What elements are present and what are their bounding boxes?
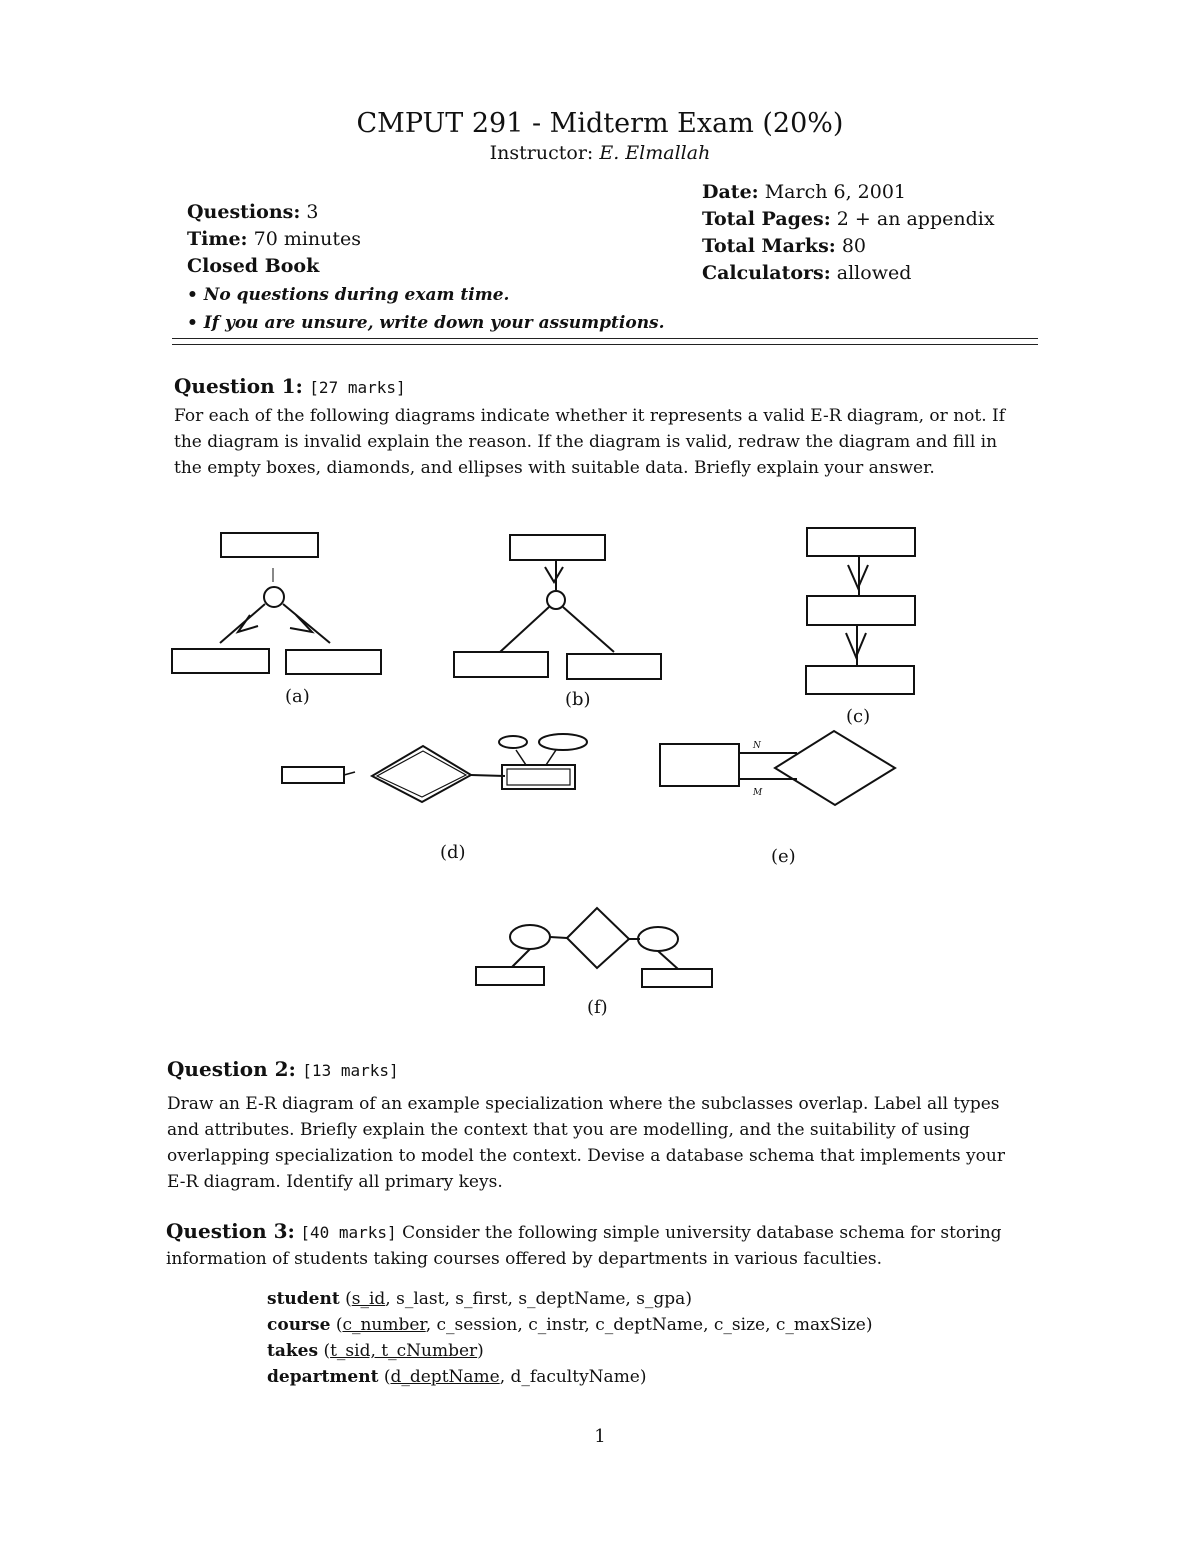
diagram-d — [282, 734, 587, 802]
schema-list — [267, 1286, 873, 1390]
q3-marks: [40 marks] — [300, 1223, 397, 1242]
caption-a: (a) — [285, 686, 310, 707]
caption-c: (c) — [846, 706, 871, 727]
schema-course-rest: , c_session, c_instr, c_deptName, c_size, c_maxSize) — [425, 1315, 873, 1335]
q2-marks: [13 marks] — [302, 1061, 399, 1080]
diagram-e — [660, 731, 895, 805]
date-label: Date: — [702, 181, 759, 203]
schema-department-name: department — [267, 1367, 379, 1387]
q2-text: Draw an E-R diagram of an example specialization where the subclasses overlap. Label all types and attributes. Briefly explain the context that you are modelling, and the suitability of using overlapping specialization to model the context. Devise a database schema that implements your E-R diagram. Identify all primary keys. — [167, 1094, 1005, 1192]
instructor-label: Instructor: — [489, 142, 594, 164]
q3-text: Consider the following simple university database schema for storing information of students taking courses offered by departments in various faculties. — [166, 1223, 1002, 1269]
q1-label: Question 1: — [174, 374, 303, 398]
schema-takes-rest: ) — [477, 1341, 484, 1361]
questions-label: Questions: — [187, 201, 301, 223]
schema-student-pk: s_id — [351, 1289, 386, 1309]
schema-takes-pk: t_sid, t_cNumber — [330, 1341, 478, 1361]
caption-b: (b) — [565, 689, 591, 710]
q1-marks: [27 marks] — [309, 378, 406, 397]
schema-takes — [267, 1338, 873, 1364]
calc-label: Calculators: — [702, 262, 831, 284]
diagram-f — [476, 908, 712, 987]
schema-student-name: student — [267, 1289, 340, 1309]
q2-heading — [167, 1057, 399, 1081]
e-top-label: N — [753, 741, 761, 751]
schema-department-rest: , d_facultyName) — [499, 1367, 647, 1387]
schema-course-open: ( — [335, 1315, 343, 1335]
diagram-b — [454, 535, 661, 679]
q3-label: Question 3: — [166, 1219, 295, 1243]
e-bottom-label: M — [753, 788, 763, 798]
date-value: March 6, 2001 — [764, 181, 907, 203]
schema-course-name: course — [267, 1315, 331, 1335]
q3-block — [166, 1218, 1008, 1272]
exam-title: CMPUT 291 - Midterm Exam (20%) — [356, 108, 844, 139]
schema-department-pk: d_deptName — [390, 1367, 500, 1387]
closed-book: Closed Book — [187, 255, 320, 277]
schema-takes-name: takes — [267, 1341, 319, 1361]
calc-value: allowed — [836, 262, 912, 284]
caption-f: (f) — [587, 997, 608, 1018]
page-number: 1 — [594, 1426, 606, 1447]
instructor-name: E. Elmallah — [599, 142, 711, 164]
marks-value: 80 — [841, 235, 867, 257]
schema-department — [267, 1364, 873, 1390]
bullet-assumptions: • If you are unsure, write down your assumptions. — [187, 313, 665, 333]
pages-value: 2 + an appendix — [836, 208, 995, 230]
caption-e: (e) — [771, 846, 796, 867]
schema-department-open: ( — [383, 1367, 391, 1387]
bullet-no-questions: • No questions during exam time. — [187, 285, 510, 305]
schema-course — [267, 1312, 873, 1338]
time-label: Time: — [187, 228, 248, 250]
q2-label: Question 2: — [167, 1057, 296, 1081]
questions-value: 3 — [306, 201, 319, 223]
schema-student-open: ( — [345, 1289, 352, 1309]
diagram-c — [806, 528, 915, 694]
schema-student-rest: , s_last, s_first, s_deptName, s_gpa) — [385, 1289, 692, 1309]
marks-label: Total Marks: — [702, 235, 836, 257]
pages-label: Total Pages: — [702, 208, 831, 230]
schema-course-pk: c_number — [342, 1315, 426, 1335]
caption-d: (d) — [440, 842, 466, 863]
time-value: 70 minutes — [253, 228, 362, 250]
schema-takes-open: ( — [323, 1341, 331, 1361]
schema-student — [267, 1286, 873, 1312]
q1-text: For each of the following diagrams indicate whether it represents a valid E-R diagram, or not. If the diagram is invalid explain the reason. If the diagram is valid, redraw the diagram and fill in the empty boxes, diamonds, and ellipses with suitable data. Briefly explain your answer. — [174, 406, 1006, 478]
diagram-a — [172, 533, 381, 674]
